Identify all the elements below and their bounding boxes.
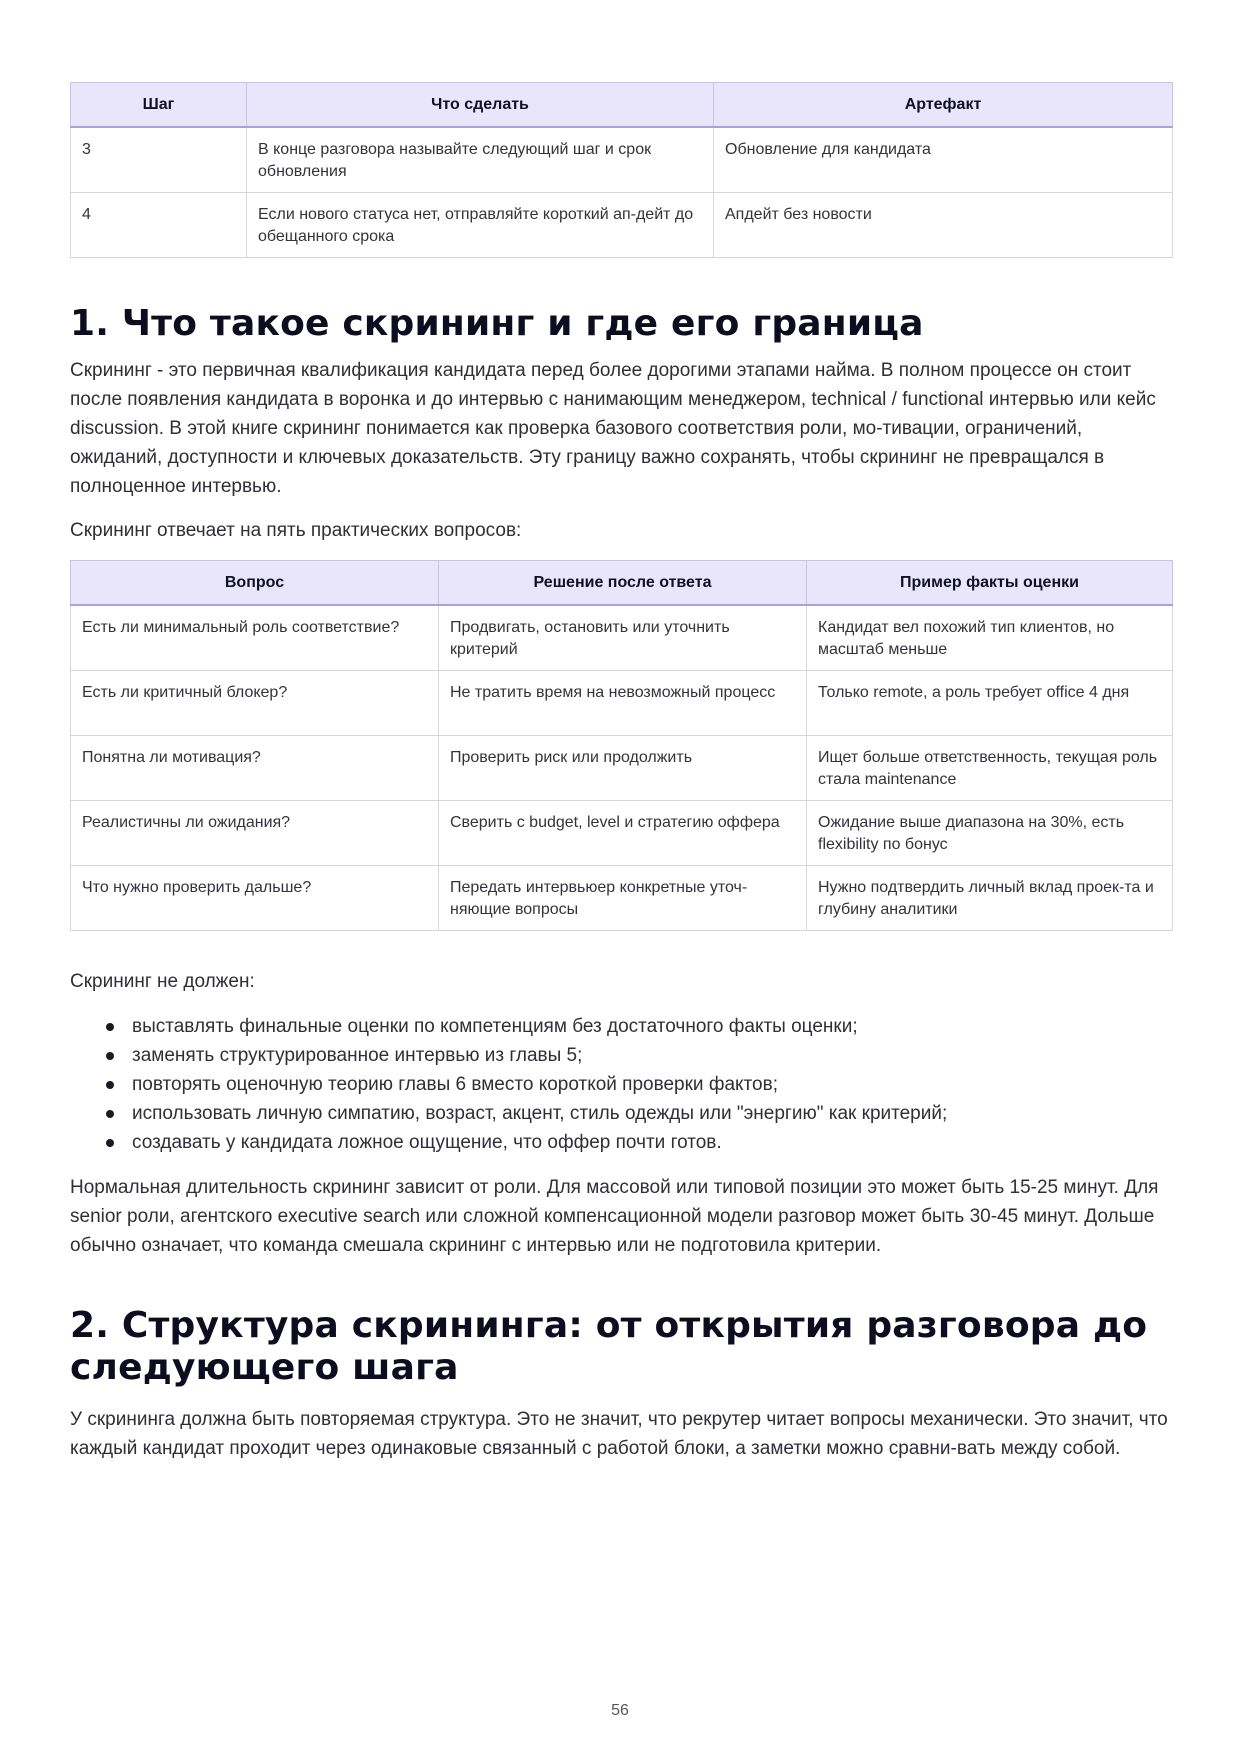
section-2-heading: 2. Структура скрининга: от открытия разговора до следующего шага	[70, 1305, 1148, 1388]
table-row	[71, 671, 1173, 736]
table-cell: Обновление для кандидата	[714, 127, 1173, 193]
table-cell: Есть ли минимальный роль соответствие?	[71, 605, 439, 671]
should-not-lead: Скрининг не должен:	[70, 971, 255, 992]
column-header: Вопрос	[71, 561, 439, 606]
list-item: повторять оценочную теорию главы 6 вместо короткой проверки фактов;	[70, 1070, 1172, 1099]
table-cell: Понятна ли мотивация?	[71, 736, 439, 801]
column-header: Шаг	[71, 83, 247, 128]
list-item: выставлять финальные оценки по компетенциям без достаточного факты оценки;	[70, 1012, 1172, 1041]
table-row	[71, 736, 1173, 801]
table-cell: Передать интервьюер конкретные уточ-няющие вопросы	[439, 866, 807, 931]
column-header: Что сделать	[247, 83, 714, 128]
section-1-intro: Скрининг - это первичная квалификация кандидата перед более дорогими этапами найма. В полном процессе он стоит после появления кандидата в воронка и до интервью с нанимающим менеджером, technical / functional интервью или кейс discussion. В этой книге скрининг понимается как проверка базового соответствия роли, мо-тивации, ограничений, ожиданий, доступности и ключевых доказательств. Эту границу важно сохранять, чтобы скрининг не превращался в полноценное интервью.	[70, 360, 1156, 497]
section-1-heading: 1. Что такое скрининг и где его граница	[70, 303, 924, 344]
table-cell: Проверить риск или продолжить	[439, 736, 807, 801]
table-row	[71, 193, 1173, 258]
table-cell: Сверить с budget, level и стратегию оффера	[439, 801, 807, 866]
table-cell: Если нового статуса нет, отправляйте короткий ап-дейт до обещанного срока	[247, 193, 714, 258]
should-not-list	[70, 1012, 1172, 1157]
list-item: использовать личную симпатию, возраст, акцент, стиль одежды или "энергию" как критерий;	[70, 1099, 1172, 1128]
table-row	[71, 866, 1173, 931]
table-header-row	[71, 83, 1173, 128]
table-row	[71, 127, 1173, 193]
table-cell: Ожидание выше диапазона на 30%, есть flexibility по бонус	[807, 801, 1173, 866]
list-item: заменять структурированное интервью из главы 5;	[70, 1041, 1172, 1070]
steps-table	[70, 82, 1173, 258]
table-header-row	[71, 561, 1173, 606]
table-cell: Ищет больше ответственность, текущая роль стала maintenance	[807, 736, 1173, 801]
column-header: Решение после ответа	[439, 561, 807, 606]
duration-paragraph: Нормальная длительность скрининг зависит от роли. Для массовой или типовой позиции это может быть 15-25 минут. Для senior роли, агентского executive search или сложной компенсационной модели разговор может быть 30-45 минут. Дольше обычно означает, что команда смешала скрининг с интервью или не подготовила критерии.	[70, 1177, 1159, 1256]
page-number: 56	[611, 1702, 629, 1719]
table-cell: Нужно подтвердить личный вклад проек-та и глубину аналитики	[807, 866, 1173, 931]
table-cell: Что нужно проверить дальше?	[71, 866, 439, 931]
column-header: Пример факты оценки	[807, 561, 1173, 606]
questions-lead: Скрининг отвечает на пять практических вопросов:	[70, 520, 522, 541]
table-cell: Не тратить время на невозможный процесс	[439, 671, 807, 736]
table-cell: 3	[71, 127, 247, 193]
table-row	[71, 801, 1173, 866]
table-cell: Только remote, а роль требует office 4 дня	[807, 671, 1173, 736]
table-cell: В конце разговора называйте следующий шаг и срок обновления	[247, 127, 714, 193]
section-2-intro: У скрининга должна быть повторяемая структура. Это не значит, что рекрутер читает вопросы механически. Это значит, что каждый кандидат проходит через одинаковые связанный с работой блоки, а заметки можно сравни-вать между собой.	[70, 1409, 1168, 1459]
table-cell: Реалистичны ли ожидания?	[71, 801, 439, 866]
screening-questions-table	[70, 560, 1173, 931]
document-page	[70, 82, 1172, 1463]
table-cell: Апдейт без новости	[714, 193, 1173, 258]
table-cell: 4	[71, 193, 247, 258]
list-item: создавать у кандидата ложное ощущение, что оффер почти готов.	[70, 1128, 1172, 1157]
table-cell: Продвигать, остановить или уточнить критерий	[439, 605, 807, 671]
table-row	[71, 605, 1173, 671]
column-header: Артефакт	[714, 83, 1173, 128]
table-cell: Кандидат вел похожий тип клиентов, но масштаб меньше	[807, 605, 1173, 671]
table-cell: Есть ли критичный блокер?	[71, 671, 439, 736]
